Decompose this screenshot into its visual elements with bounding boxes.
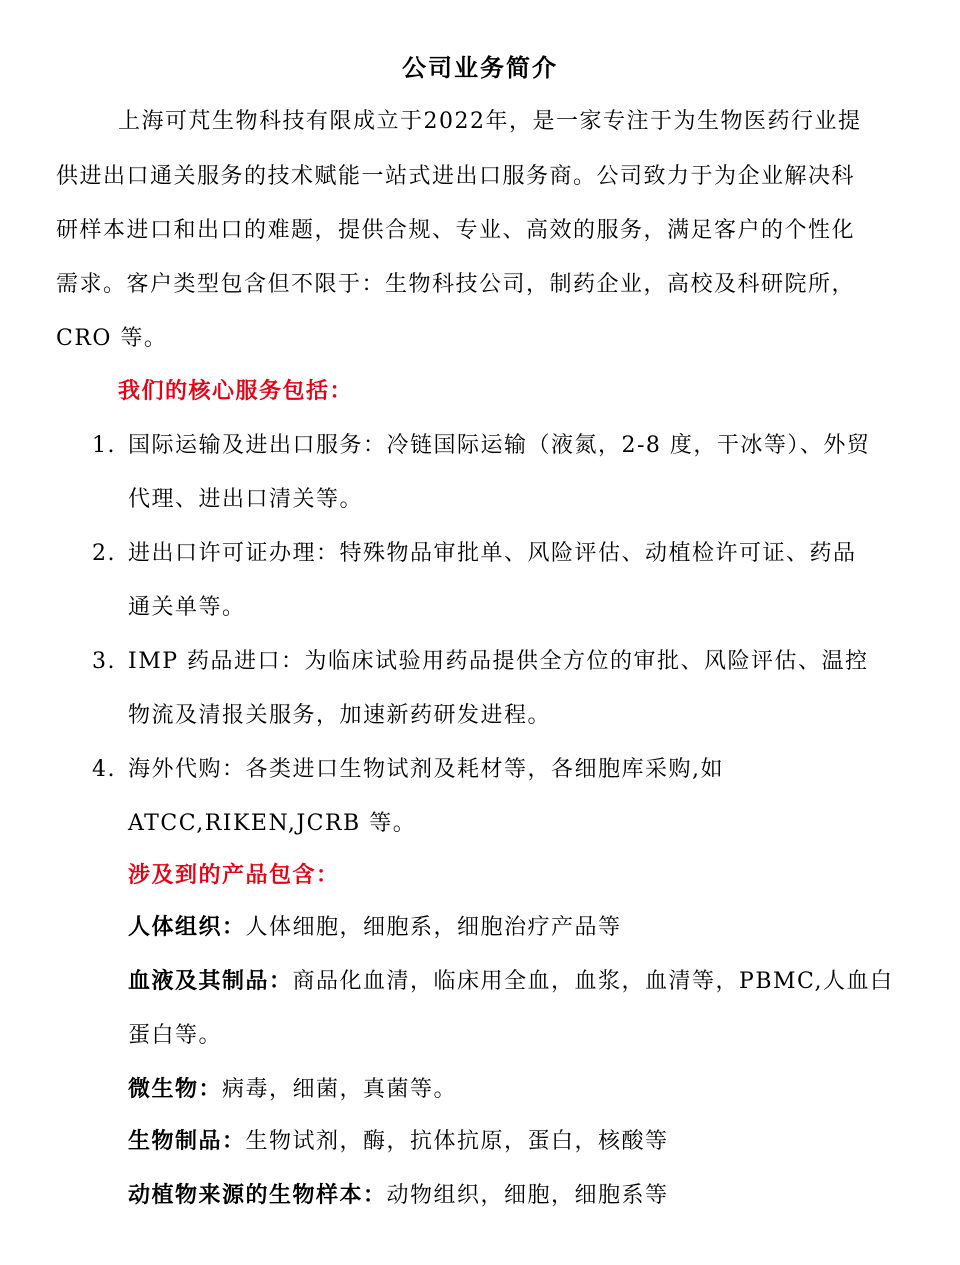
service-item-3: [92, 648, 869, 676]
service-item-1: [92, 432, 870, 460]
intro-line: 上海可芃生物科技有限成立于2022年，是一家专注于为生物医药行业提: [118, 109, 862, 134]
service-item-3-cont: 物流及清报关服务，加速新药研发进程。: [128, 703, 552, 728]
product-text: 商品化血清，临床用全血，血浆，血清等，PBMC,人血白: [292, 969, 894, 994]
product-label: 动植物来源的生物样本：: [128, 1183, 387, 1208]
service-item-4-cont: ATCC,RIKEN,JCRB 等。: [128, 811, 417, 836]
product-item: [128, 1076, 457, 1104]
product-label: 血液及其制品：: [128, 969, 293, 994]
intro-line: 供进出口通关服务的技术赋能一站式进出口服务商。公司致力于为企业解决科: [56, 164, 856, 189]
list-number: 1.: [92, 433, 116, 458]
list-number: 4.: [92, 757, 116, 782]
intro-line: CRO 等。: [56, 326, 168, 351]
products-heading: 涉及到的产品包含：: [128, 863, 340, 888]
product-text: 人体细胞，细胞系，细胞治疗产品等: [245, 915, 622, 940]
intro-line: 研样本进口和出口的难题，提供合规、专业、高效的服务，满足客户的个性化: [56, 218, 856, 243]
product-item: [128, 914, 622, 942]
service-text: 进出口许可证办理：特殊物品审批单、风险评估、动植检许可证、药品: [128, 541, 857, 566]
list-number: 3.: [92, 649, 116, 674]
service-text: 国际运输及进出口服务：冷链国际运输（液氮，2-8 度，干冰等）、外贸: [128, 433, 871, 458]
service-text: IMP 药品进口：为临床试验用药品提供全方位的审批、风险评估、温控: [128, 649, 869, 674]
service-item-2-cont: 通关单等。: [128, 595, 246, 620]
product-text: 动物组织，细胞，细胞系等: [386, 1183, 669, 1208]
service-item-2: [92, 540, 857, 568]
service-text: 海外代购：各类进口生物试剂及耗材等，各细胞库采购,如: [128, 757, 724, 782]
page-title: 公司业务简介: [402, 54, 558, 82]
services-heading: 我们的核心服务包括：: [118, 379, 354, 404]
service-item-1-cont: 代理、进出口清关等。: [128, 487, 364, 512]
service-item-4: [92, 756, 724, 784]
product-label: 人体组织：: [128, 915, 246, 940]
product-text: 生物试剂，酶，抗体抗原，蛋白，核酸等: [245, 1129, 669, 1154]
product-text: 病毒，细菌，真菌等。: [222, 1077, 458, 1102]
list-number: 2.: [92, 541, 116, 566]
product-item-cont: 蛋白等。: [128, 1023, 223, 1048]
product-item: [128, 968, 894, 996]
product-label: 微生物：: [128, 1077, 223, 1102]
product-label: 生物制品：: [128, 1129, 246, 1154]
intro-line: 需求。客户类型包含但不限于：生物科技公司，制药企业，高校及科研院所，: [56, 272, 856, 297]
product-item: [128, 1128, 669, 1156]
product-item: [128, 1182, 669, 1210]
